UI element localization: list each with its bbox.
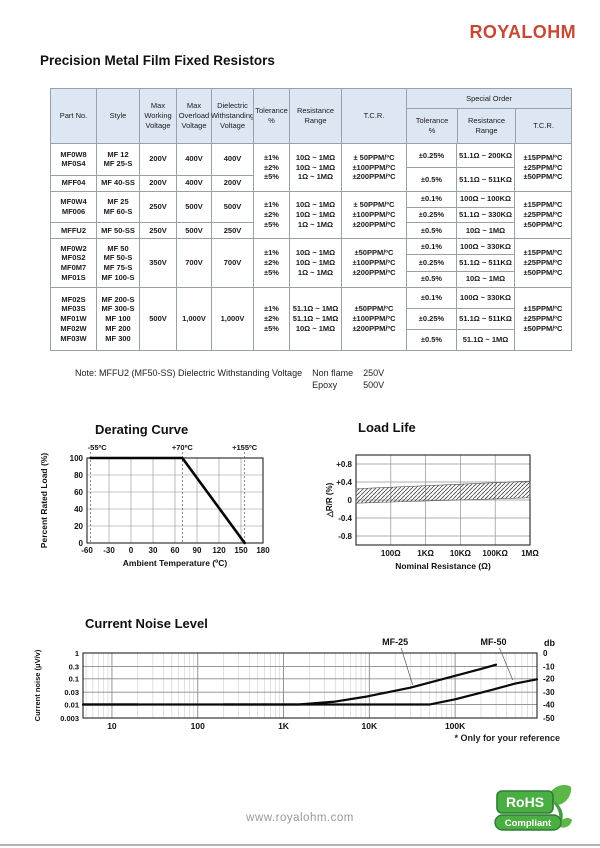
current-noise-title: Current Noise Level — [85, 616, 208, 631]
cell-special-resistance — [456, 144, 514, 191]
subcell-overload: 700V — [185, 258, 203, 268]
svg-text:20: 20 — [74, 521, 83, 531]
svg-text:1K: 1K — [278, 721, 289, 730]
cell-special-tolerance — [406, 239, 456, 287]
subcell-part: MF02S MF03S MF01W MF02W MF03W — [60, 294, 87, 343]
cell-working — [139, 192, 176, 238]
column-header: Resistance Range — [289, 89, 341, 143]
cell-part — [51, 288, 96, 350]
note-key-2: Epoxy — [312, 380, 338, 390]
cell-special-tolerance — [406, 144, 456, 191]
subcell-special-tolerance: ±0.25% — [418, 150, 445, 160]
subcell-part: MF0W4 MF006 — [60, 197, 87, 216]
subcell-special-tolerance: ±0.5% — [407, 329, 456, 350]
brand-logo: ROYALOHM — [469, 22, 576, 42]
svg-text:60: 60 — [74, 487, 83, 497]
svg-text:Compliant: Compliant — [504, 818, 552, 829]
svg-text:db: db — [544, 638, 555, 648]
subcell-working: 250V — [149, 202, 167, 212]
subcell-overload: 500V — [177, 222, 211, 238]
svg-text:0: 0 — [128, 546, 134, 555]
cell-resistance: 10Ω ~ 1MΩ 10Ω ~ 1MΩ 1Ω ~ 1MΩ — [289, 239, 341, 287]
cell-style — [96, 144, 139, 191]
table-row — [51, 191, 571, 238]
cell-resistance: 10Ω ~ 1MΩ 10Ω ~ 1MΩ 1Ω ~ 1MΩ — [289, 192, 341, 238]
svg-text:0.3: 0.3 — [68, 662, 79, 672]
cell-special-resistance — [456, 288, 514, 350]
subcell-special-tolerance: ±0.1% — [420, 241, 443, 251]
column-header: Max Working Voltage — [139, 89, 176, 143]
table-header-row — [51, 89, 571, 143]
svg-text:150: 150 — [234, 546, 248, 555]
cell-working — [139, 288, 176, 350]
subcell-part: MFFU2 — [51, 222, 96, 238]
note-key-1: Non flame — [312, 368, 354, 378]
subcell-special-tolerance: ±0.25% — [407, 207, 456, 223]
subcell-special-resistance: 100Ω ~ 330KΩ — [459, 241, 512, 251]
svg-text:0: 0 — [78, 538, 83, 548]
svg-text:Current noise (μV/v): Current noise (μV/v) — [33, 649, 42, 722]
subcell-style: MF 50-SS — [97, 222, 139, 238]
load-life-title: Load Life — [358, 420, 416, 435]
cell-tolerance: ±1% ±2% ±5% — [253, 288, 289, 350]
svg-text:MF-25: MF-25 — [382, 637, 409, 647]
load-life-chart — [325, 443, 575, 578]
subcell-special-resistance: 10Ω ~ 1MΩ — [457, 222, 514, 238]
subcell-overload: 400V — [185, 154, 203, 164]
noise-reference-note: * Only for your reference — [454, 733, 560, 743]
svg-text:1MΩ: 1MΩ — [521, 549, 539, 558]
svg-text:+70ºC: +70ºC — [171, 443, 193, 452]
subcell-style: MF 50 MF 50-S MF 75-S MF 100-S — [101, 243, 135, 282]
column-header: T.C.R. — [515, 109, 571, 143]
subcell-special-resistance: 51.1Ω ~ 200KΩ — [458, 150, 513, 160]
subcell-working: 250V — [140, 222, 176, 238]
svg-text:100Ω: 100Ω — [380, 549, 401, 558]
svg-text:-30: -30 — [103, 546, 115, 555]
subcell-style: MF 200-S MF 300-S MF 100 MF 200 MF 300 — [101, 294, 135, 343]
svg-text:100: 100 — [69, 453, 83, 463]
svg-text:0.03: 0.03 — [64, 688, 79, 698]
svg-text:0.003: 0.003 — [60, 713, 79, 723]
cell-resistance: 10Ω ~ 1MΩ 10Ω ~ 1MΩ 1Ω ~ 1MΩ — [289, 144, 341, 191]
column-header: Tolerance % — [253, 89, 289, 143]
cell-special-tcr: ±15PPM/ºC ±25PPM/ºC ±50PPM/ºC — [514, 288, 571, 350]
cell-tcr: ±50PPM/ºC ±100PPM/ºC ±200PPM/ºC — [341, 288, 406, 350]
cell-dielectric — [211, 192, 253, 238]
subcell-working: 350V — [149, 258, 167, 268]
subcell-special-resistance: 51.1Ω ~ 511KΩ — [457, 167, 514, 191]
svg-text:40: 40 — [74, 504, 83, 514]
table-row — [51, 287, 571, 350]
svg-text:-20: -20 — [543, 674, 555, 684]
cell-style — [96, 288, 139, 350]
svg-text:90: 90 — [192, 546, 202, 555]
derating-curve-title: Derating Curve — [95, 422, 189, 437]
svg-text:MF-50: MF-50 — [480, 637, 507, 647]
svg-text:100: 100 — [190, 721, 205, 730]
cell-tolerance: ±1% ±2% ±5% — [253, 144, 289, 191]
subcell-part: MF0W8 MF0S4 — [60, 149, 87, 169]
page-title: Precision Metal Film Fixed Resistors — [40, 53, 275, 68]
svg-text:1KΩ: 1KΩ — [417, 549, 434, 558]
svg-text:1: 1 — [74, 648, 79, 658]
subcell-working: 200V — [149, 154, 167, 164]
note-value-1: 250V — [363, 368, 385, 378]
svg-text:100KΩ: 100KΩ — [482, 549, 508, 558]
note — [75, 368, 384, 390]
svg-text:0.1: 0.1 — [68, 674, 79, 684]
svg-text:-55ºC: -55ºC — [87, 443, 107, 452]
subcell-dielectric: 1,000V — [220, 314, 245, 324]
cell-overload — [176, 144, 211, 191]
cell-overload — [176, 192, 211, 238]
svg-text:120: 120 — [212, 546, 226, 555]
column-header: T.C.R. — [341, 89, 406, 143]
subcell-special-resistance: 10Ω ~ 1MΩ — [457, 271, 514, 287]
column-header: Tolerance % — [415, 116, 449, 135]
svg-text:△R/R (%): △R/R (%) — [325, 482, 334, 518]
svg-text:0: 0 — [347, 495, 352, 505]
cell-style — [96, 192, 139, 238]
subcell-dielectric: 700V — [223, 258, 242, 268]
cell-resistance: 51.1Ω ~ 1MΩ 51.1Ω ~ 1MΩ 10Ω ~ 1MΩ — [289, 288, 341, 350]
cell-tolerance: ±1% ±2% ±5% — [253, 239, 289, 287]
svg-text:0: 0 — [543, 648, 548, 658]
subcell-special-resistance: 100Ω ~ 330KΩ — [459, 293, 512, 303]
subcell-special-resistance: 51.1Ω ~ 511KΩ — [457, 308, 514, 329]
subcell-overload: 400V — [177, 175, 211, 191]
svg-text:30: 30 — [148, 546, 158, 555]
spec-table — [50, 88, 572, 351]
subcell-style: MF 12 MF 25-S — [103, 149, 133, 169]
svg-text:-10: -10 — [543, 662, 555, 672]
current-noise-chart — [30, 634, 580, 730]
svg-text:Ambient Temperature (ºC): Ambient Temperature (ºC) — [122, 558, 228, 568]
svg-text:-60: -60 — [81, 546, 93, 555]
column-header: Style — [96, 89, 139, 143]
page-bottom-border — [0, 844, 600, 846]
cell-dielectric — [211, 144, 253, 191]
subcell-special-resistance: 100Ω ~ 100KΩ — [459, 194, 512, 204]
svg-text:-40: -40 — [543, 700, 555, 710]
cell-part — [51, 239, 96, 287]
svg-text:100K: 100K — [444, 721, 466, 730]
special-order-title: Special Order — [407, 89, 571, 109]
column-header: Max Overload Voltage — [176, 89, 211, 143]
svg-text:+0.4: +0.4 — [336, 477, 352, 487]
subcell-special-tolerance: ±0.5% — [407, 222, 456, 238]
column-header: Dielectric Withstanding Voltage — [211, 89, 253, 143]
svg-text:60: 60 — [170, 546, 180, 555]
cell-working — [139, 239, 176, 287]
subcell-working: 500V — [149, 314, 167, 324]
special-order-header — [406, 89, 571, 143]
svg-text:10KΩ: 10KΩ — [449, 549, 471, 558]
special-order-subheaders — [407, 109, 571, 143]
svg-text:180: 180 — [256, 546, 270, 555]
subcell-special-resistance: 51.1Ω ~ 1MΩ — [457, 329, 514, 350]
subcell-special-resistance: 51.1Ω ~ 330KΩ — [457, 207, 514, 223]
cell-tolerance: ±1% ±2% ±5% — [253, 192, 289, 238]
cell-special-tcr: ±15PPM/ºC ±25PPM/ºC ±50PPM/ºC — [514, 192, 571, 238]
subcell-special-tolerance: ±0.5% — [407, 167, 456, 191]
subcell-part: MFF04 — [51, 175, 96, 191]
cell-dielectric — [211, 239, 253, 287]
svg-text:-30: -30 — [543, 688, 555, 698]
svg-text:-0.4: -0.4 — [338, 513, 352, 523]
subcell-special-tolerance: ±0.5% — [407, 271, 456, 287]
subcell-overload: 500V — [185, 202, 203, 212]
cell-tcr: ± 50PPM/ºC ±100PPM/ºC ±200PPM/ºC — [341, 144, 406, 191]
column-header: Resistance Range — [457, 109, 515, 143]
cell-overload — [176, 288, 211, 350]
svg-text:+0.8: +0.8 — [336, 459, 352, 469]
svg-text:RoHS: RoHS — [505, 794, 545, 810]
subcell-special-tolerance: ±0.1% — [420, 293, 443, 303]
cell-special-tcr: ±15PPM/ºC ±25PPM/ºC ±50PPM/ºC — [514, 144, 571, 191]
derating-curve-chart — [30, 443, 305, 581]
rohs-compliant-badge — [494, 784, 572, 838]
svg-text:+155ºC: +155ºC — [232, 443, 258, 452]
note-prefix: Note: MFFU2 (MF50-SS) Dielectric Withstanding Voltage — [75, 368, 303, 378]
cell-tcr: ±50PPM/ºC ±100PPM/ºC ±200PPM/ºC — [341, 239, 406, 287]
subcell-special-tolerance: ±0.25% — [407, 308, 456, 329]
table-row — [51, 238, 571, 287]
cell-special-tolerance — [406, 192, 456, 238]
subcell-dielectric: 500V — [223, 202, 242, 212]
cell-special-tolerance — [406, 288, 456, 350]
cell-special-tcr: ±15PPM/ºC ±25PPM/ºC ±50PPM/ºC — [514, 239, 571, 287]
subcell-special-tolerance: ±0.1% — [420, 194, 443, 204]
cell-part — [51, 144, 96, 191]
subcell-dielectric: 200V — [212, 175, 253, 191]
subcell-special-tolerance: ±0.25% — [407, 254, 456, 270]
svg-text:Nominal Resistance (Ω): Nominal Resistance (Ω) — [395, 561, 491, 571]
cell-special-resistance — [456, 239, 514, 287]
table-row — [51, 143, 571, 191]
subcell-dielectric: 400V — [223, 154, 242, 164]
subcell-special-resistance: 51.1Ω ~ 511KΩ — [457, 254, 514, 270]
cell-dielectric — [211, 288, 253, 350]
svg-text:Percent Rated Load (%): Percent Rated Load (%) — [39, 452, 49, 549]
subcell-style: MF 25 MF 60-S — [103, 197, 133, 216]
subcell-dielectric: 250V — [212, 222, 253, 238]
cell-tcr: ± 50PPM/ºC ±100PPM/ºC ±200PPM/ºC — [341, 192, 406, 238]
cell-special-resistance — [456, 192, 514, 238]
subcell-style: MF 40-SS — [97, 175, 139, 191]
footer-url: www.royalohm.com — [246, 812, 354, 824]
svg-text:-0.8: -0.8 — [338, 531, 352, 541]
cell-working — [139, 144, 176, 191]
svg-text:0.01: 0.01 — [64, 700, 79, 710]
subcell-working: 200V — [140, 175, 176, 191]
cell-style — [96, 239, 139, 287]
cell-overload — [176, 239, 211, 287]
subcell-part: MF0W2 MF0S2 MF0M7 MF01S — [60, 243, 87, 282]
svg-text:80: 80 — [74, 470, 83, 480]
column-header: Part No. — [59, 111, 88, 121]
svg-text:10K: 10K — [361, 721, 378, 730]
cell-part — [51, 192, 96, 238]
svg-text:-50: -50 — [543, 713, 555, 723]
note-value-2: 500V — [363, 380, 385, 390]
svg-text:10: 10 — [107, 721, 117, 730]
subcell-overload: 1,000V — [182, 314, 206, 324]
